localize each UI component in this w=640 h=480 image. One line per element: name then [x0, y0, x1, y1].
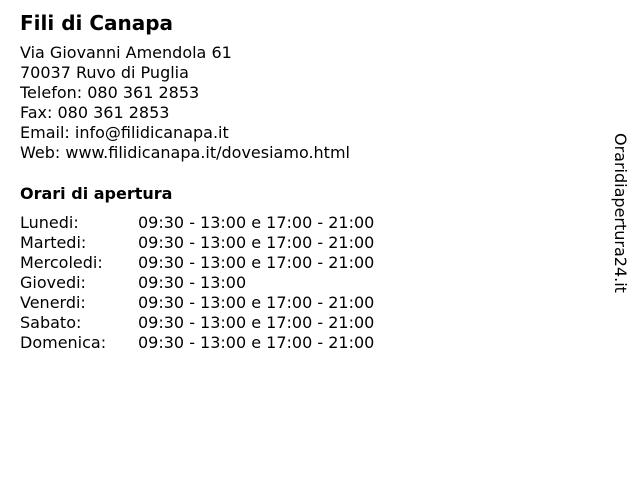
time-value: 09:30 - 13:00 — [138, 273, 247, 292]
contact-block — [20, 43, 350, 163]
web-line: Web: www.filidicanapa.it/dovesiamo.html — [20, 143, 350, 162]
address-line-1: Via Giovanni Amendola 61 — [20, 43, 232, 62]
time-value: 09:30 - 13:00 e 17:00 - 21:00 — [138, 253, 375, 272]
email-line: Email: info@filidicanapa.it — [20, 123, 229, 142]
day-label: Giovedi: — [20, 273, 86, 292]
time-value: 09:30 - 13:00 e 17:00 - 21:00 — [138, 313, 375, 332]
time-value: 09:30 - 13:00 e 17:00 - 21:00 — [138, 293, 375, 312]
address-line-2: 70037 Ruvo di Puglia — [20, 63, 189, 82]
day-label: Lunedi: — [20, 213, 79, 232]
business-name: Fili di Canapa — [20, 11, 174, 35]
day-label: Sabato: — [20, 313, 82, 332]
phone-line: Telefon: 080 361 2853 — [20, 83, 200, 102]
day-label: Mercoledi: — [20, 253, 103, 272]
time-value: 09:30 - 13:00 e 17:00 - 21:00 — [138, 233, 375, 252]
opening-hours-heading: Orari di apertura — [20, 184, 173, 203]
day-label: Domenica: — [20, 333, 107, 352]
time-value: 09:30 - 13:00 e 17:00 - 21:00 — [138, 333, 375, 352]
time-value: 09:30 - 13:00 e 17:00 - 21:00 — [138, 213, 375, 232]
day-label: Martedi: — [20, 233, 87, 252]
day-label: Venerdi: — [20, 293, 86, 312]
fax-line: Fax: 080 361 2853 — [20, 103, 170, 122]
site-watermark-label: Oraridiapertura24.it — [611, 133, 630, 293]
